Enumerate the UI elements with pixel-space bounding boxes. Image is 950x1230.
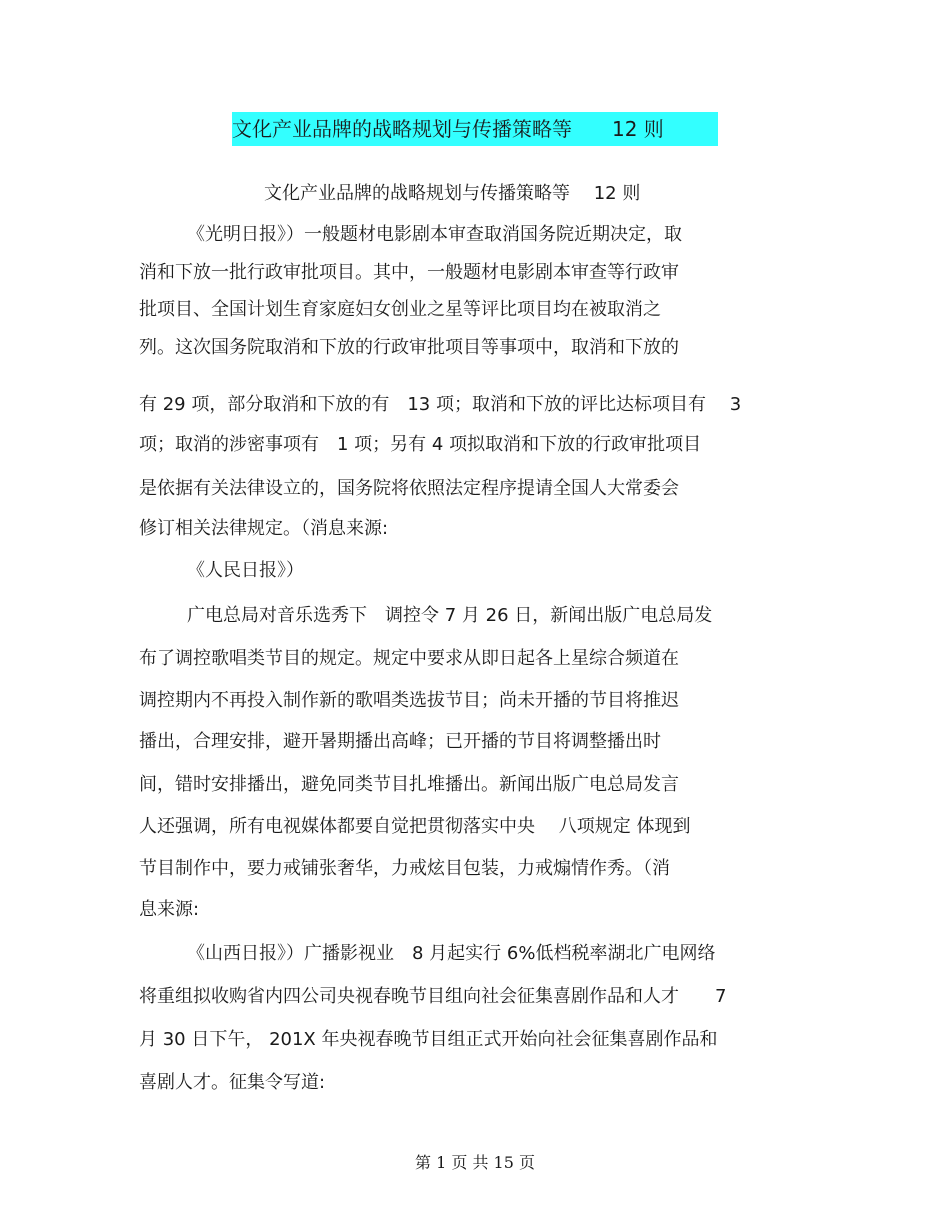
- paragraph-line: 布了调控歌唱类节目的规定。规定中要求从即日起各上星综合频道在: [139, 648, 679, 669]
- subtitle-line: 文化产业品牌的战略规划与传播策略等 12 则: [264, 183, 641, 204]
- paragraph-line: 是依据有关法律设立的，国务院将依照法定程序提请全国人大常委会: [139, 478, 679, 499]
- paragraph-line: 项；取消的涉密事项有 1 项；另有 4 项拟取消和下放的行政审批项目: [139, 434, 702, 455]
- paragraph-line: 有 29 项，部分取消和下放的有 13 项；取消和下放的评比达标项目有 3: [139, 394, 742, 415]
- paragraph-line: 修订相关法律规定。（消息来源:: [139, 518, 389, 539]
- paragraph-line: 节目制作中，要力戒铺张奢华，力戒炫目包装，力戒煽情作秀。（消: [139, 858, 670, 879]
- source-line: 《人民日报》）: [187, 560, 304, 581]
- paragraph-line: 人还强调，所有电视媒体都要自觉把贯彻落实中央 八项规定 体现到: [139, 816, 691, 837]
- paragraph-line: 列。这次国务院取消和下放的行政审批项目等事项中，取消和下放的: [139, 337, 679, 358]
- paragraph-line: 月 30 日下午， 201X 年央视春晚节目组正式开始向社会征集喜剧作品和: [139, 1029, 718, 1050]
- paragraph-line: 喜剧人才。征集令写道:: [139, 1072, 326, 1093]
- document-title-highlighted: 文化产业品牌的战略规划与传播策略等 12 则: [232, 112, 718, 146]
- paragraph-line: 广电总局对音乐选秀下 调控令 7 月 26 日，新闻出版广电总局发: [187, 605, 713, 626]
- paragraph-line: 调控期内不再投入制作新的歌唱类选拔节目；尚未开播的节目将推迟: [139, 690, 679, 711]
- paragraph-line: 息来源:: [139, 899, 200, 920]
- paragraph-line: 将重组拟收购省内四公司央视春晚节目组向社会征集喜剧作品和人才 7: [139, 986, 727, 1007]
- paragraph-line: 间，错时安排播出，避免同类节目扎堆播出。新闻出版广电总局发言: [139, 774, 679, 795]
- paragraph-line: 消和下放一批行政审批项目。其中，一般题材电影剧本审查等行政审: [139, 262, 679, 283]
- paragraph-line: 《光明日报》）一般题材电影剧本审查取消国务院近期决定，取: [187, 224, 682, 245]
- paragraph-line: 播出，合理安排，避开暑期播出高峰；已开播的节目将调整播出时: [139, 731, 661, 752]
- paragraph-line: 《山西日报》）广播影视业 8 月起实行 6%低档税率湖北广电网络: [187, 943, 716, 964]
- paragraph-line: 批项目、全国计划生育家庭妇女创业之星等评比项目均在被取消之: [139, 299, 661, 320]
- page-number-footer: 第 1 页 共 15 页: [415, 1153, 535, 1172]
